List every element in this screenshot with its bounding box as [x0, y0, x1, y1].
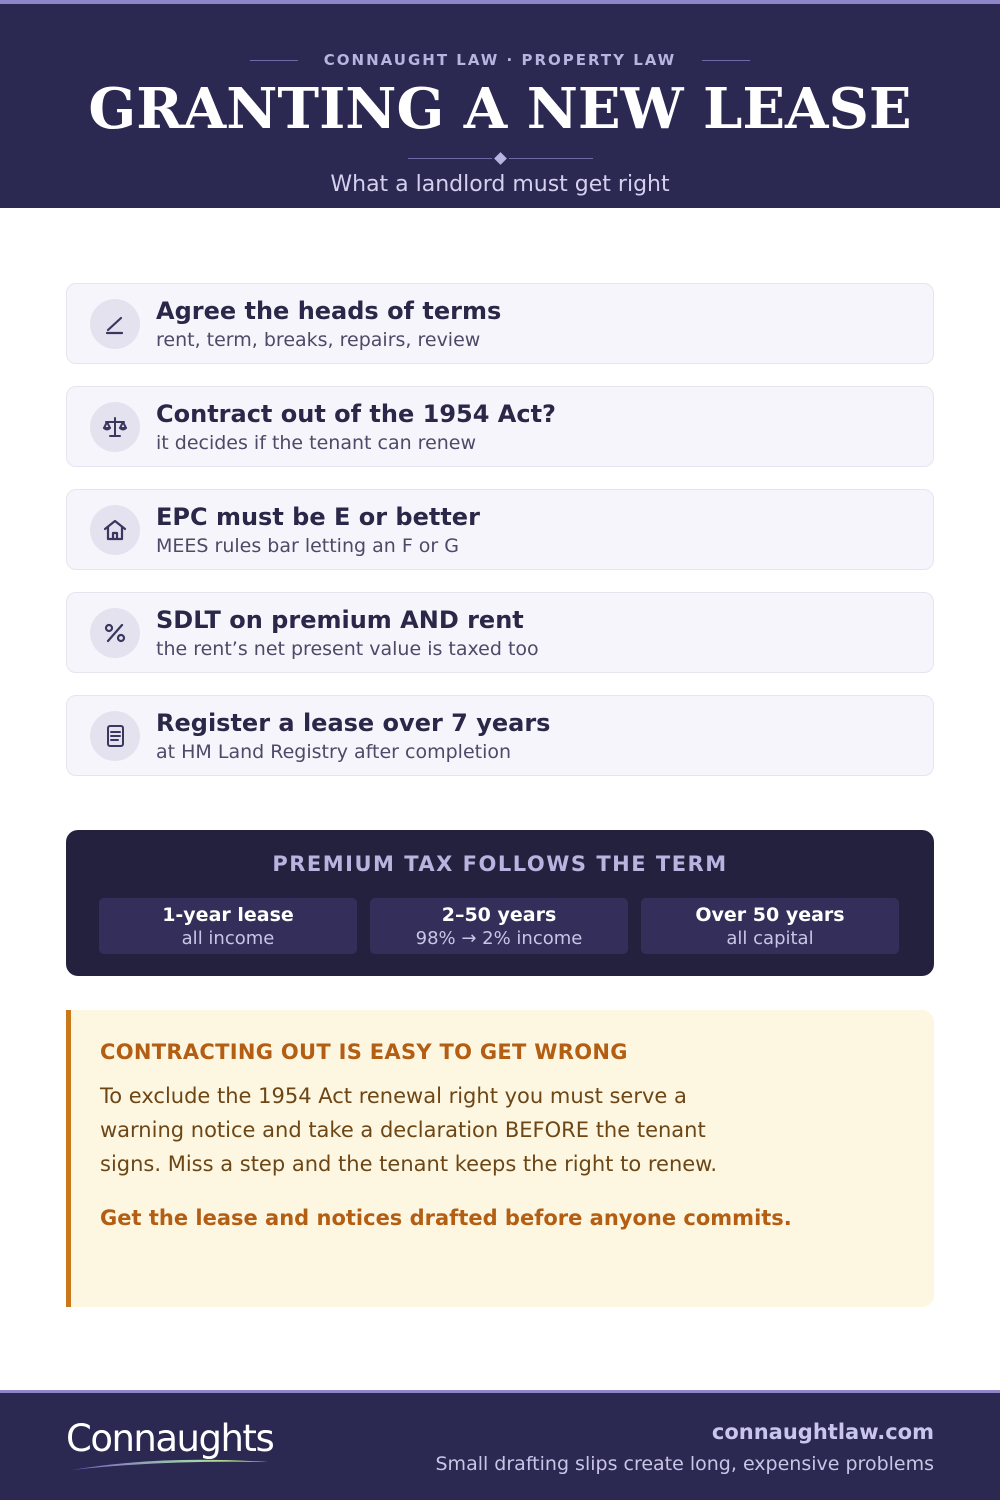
- document-icon: [90, 711, 140, 761]
- checklist-item-desc: it decides if the tenant can renew: [156, 432, 477, 454]
- warning-body: To exclude the 1954 Act renewal right you must serve a warning notice and take a declaration BEFORE the tenant signs. Miss a step and the tenant keeps the right to renew.: [100, 1084, 718, 1176]
- checklist-item-register: [66, 695, 934, 776]
- kicker-line-left: [250, 60, 298, 61]
- header-banner: [0, 0, 1000, 208]
- tax-cell-value: all capital: [726, 928, 814, 949]
- tax-cell-value: 98% → 2% income: [415, 928, 583, 949]
- checklist-item-title: EPC must be E or better: [156, 503, 480, 531]
- title-divider: [0, 151, 1000, 165]
- checklist-item-desc: MEES rules bar letting an F or G: [156, 535, 459, 557]
- footer-tagline: Small drafting slips create long, expensive problems: [435, 1453, 934, 1475]
- divider-line-right: [509, 158, 593, 159]
- tax-cell-1-year: [99, 898, 357, 954]
- scales-icon: [90, 402, 140, 452]
- diamond-icon: [494, 152, 507, 165]
- tax-cell-over-50-years: [641, 898, 899, 954]
- checklist-item-heads-of-terms: [66, 283, 934, 364]
- tax-cell-value: all income: [181, 928, 275, 949]
- warning-title: CONTRACTING OUT IS EASY TO GET WRONG: [100, 1040, 628, 1064]
- kicker-row: [0, 50, 1000, 70]
- checklist-item-title: Agree the heads of terms: [156, 297, 502, 325]
- house-icon: [90, 505, 140, 555]
- tax-cell-label: 1-year lease: [162, 904, 294, 926]
- tax-cells: [99, 898, 899, 954]
- checklist: [66, 283, 934, 798]
- warning-cta: Get the lease and notices drafted before anyone commits.: [100, 1206, 792, 1230]
- checklist-item-title: SDLT on premium AND rent: [156, 606, 524, 634]
- tax-cell-label: 2–50 years: [441, 904, 557, 926]
- checklist-item-title: Contract out of the 1954 Act?: [156, 400, 556, 428]
- logo-wordmark: Connaughts: [66, 1417, 274, 1460]
- checklist-item-epc: [66, 489, 934, 570]
- tax-cell-label: Over 50 years: [695, 904, 845, 926]
- kicker-line-right: [702, 60, 750, 61]
- divider-line-left: [408, 158, 492, 159]
- header-kicker: CONNAUGHT LAW · PROPERTY LAW: [323, 51, 677, 69]
- footer: [0, 1390, 1000, 1500]
- pen-icon: [90, 299, 140, 349]
- checklist-item-desc: the rent’s net present value is taxed too: [156, 638, 539, 660]
- checklist-item-desc: at HM Land Registry after completion: [156, 741, 512, 763]
- premium-tax-panel: [66, 830, 934, 976]
- page-title: GRANTING A NEW LEASE: [88, 76, 912, 142]
- tax-panel-title: PREMIUM TAX FOLLOWS THE TERM: [272, 852, 728, 876]
- page-subtitle: What a landlord must get right: [330, 172, 670, 197]
- checklist-item-1954-act: [66, 386, 934, 467]
- checklist-item-desc: rent, term, breaks, repairs, review: [156, 329, 481, 351]
- connaughts-logo: [66, 1417, 276, 1467]
- website-link[interactable]: connaughtlaw.com: [711, 1420, 934, 1444]
- checklist-item-title: Register a lease over 7 years: [156, 709, 551, 737]
- logo-swoosh-icon: [70, 1457, 270, 1473]
- warning-callout: [66, 1010, 934, 1307]
- percent-icon: [90, 608, 140, 658]
- checklist-item-sdlt: [66, 592, 934, 673]
- tax-cell-2-50-years: [370, 898, 628, 954]
